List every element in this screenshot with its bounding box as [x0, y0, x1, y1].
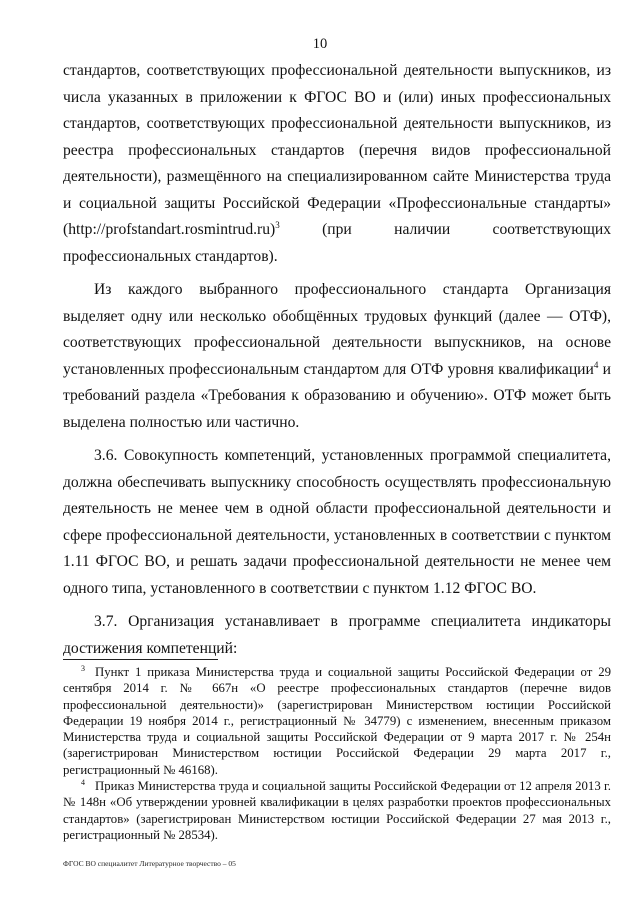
footnote-3: $^3$ Пункт 1 приказа Министерства труда и социальной защиты Российской Федерации от 29 сентября 2014 г. № 667н «О реестре профессиональных стандартов (перечне видов профессиональной деятельности)» (зарегистрирован Министерством юстиции Российской Федерации 19 ноября 2014 г., регистрационный № 34779) с изменением, внесенным приказом Министерства труда и социальной защиты Российской Федерации от 9 марта 2017 г. № 254н (зарегистрирован Министерством юстиции Российской Федерации 29 марта 2017 г., регистрационный № 46168).: [63, 664, 611, 777]
paragraph-continuation: стандартов, соответствующих профессиональной деятельности выпускников, из числа указанных в приложении к ФГОС ВО и (или) иных профессиональных стандартов, соответствующих профессиональной деятельности выпускников, из реестра профессиональных стандартов (перечня видов профессиональной деятельности), размещённого на специализированном сайте Министерства труда и социальной защиты Российской Федерации «Профессиональные стандарты» (http://profstandart.rosmintrud.ru)$^3$ (при наличии соответствующих профессиональных стандартов).: [63, 62, 611, 265]
footnote-4: $^4$ Приказ Министерства труда и социальной защиты Российской Федерации от 12 апреля 2013 г. № 148н «Об утверждении уровней квалификации в целях разработки проектов профессиональных стандартов» (зарегистрирован Министерством юстиции Российской Федерации 27 мая 2013 г., регистрационный № 28534).: [63, 778, 611, 842]
footnote-divider: [63, 659, 218, 660]
paragraph-otf: Из каждого выбранного профессионального стандарта Организация выделяет одну или несколько обобщённых трудовых функций (далее — ОТФ), соответствующих профессиональной деятельности выпускников, на основе установленных профессиональным стандартом для ОТФ уровня квалификации$^4$ и требований раздела «Требования к образованию и обучению». ОТФ может быть выделена полностью или частично.: [63, 281, 611, 431]
footnote-ref-3: 3: [275, 220, 280, 230]
body-text: [63, 58, 611, 662]
footnote-ref-4: 4: [593, 359, 599, 370]
page-number: 10: [312, 36, 328, 52]
paragraph-3-7: 3.7. Организация устанавливает в программе специалитета индикаторы достижения компетенций:: [63, 613, 611, 657]
footnotes: [63, 664, 611, 843]
page-footer: ФГОС ВО специалитет Литературное творчество – 05: [63, 859, 236, 868]
paragraph-3-6: 3.6. Совокупность компетенций, установленных программой специалитета, должна обеспечивать выпускнику способность осуществлять профессиональную деятельность не менее чем в одной области профессиональной деятельности и сфере профессиональной деятельности, установленных в соответствии с пунктом 1.11 ФГОС ВО, и решать задачи профессиональной деятельности не менее чем одного типа, установленного в соответствии с пунктом 1.12 ФГОС ВО.: [63, 447, 611, 597]
